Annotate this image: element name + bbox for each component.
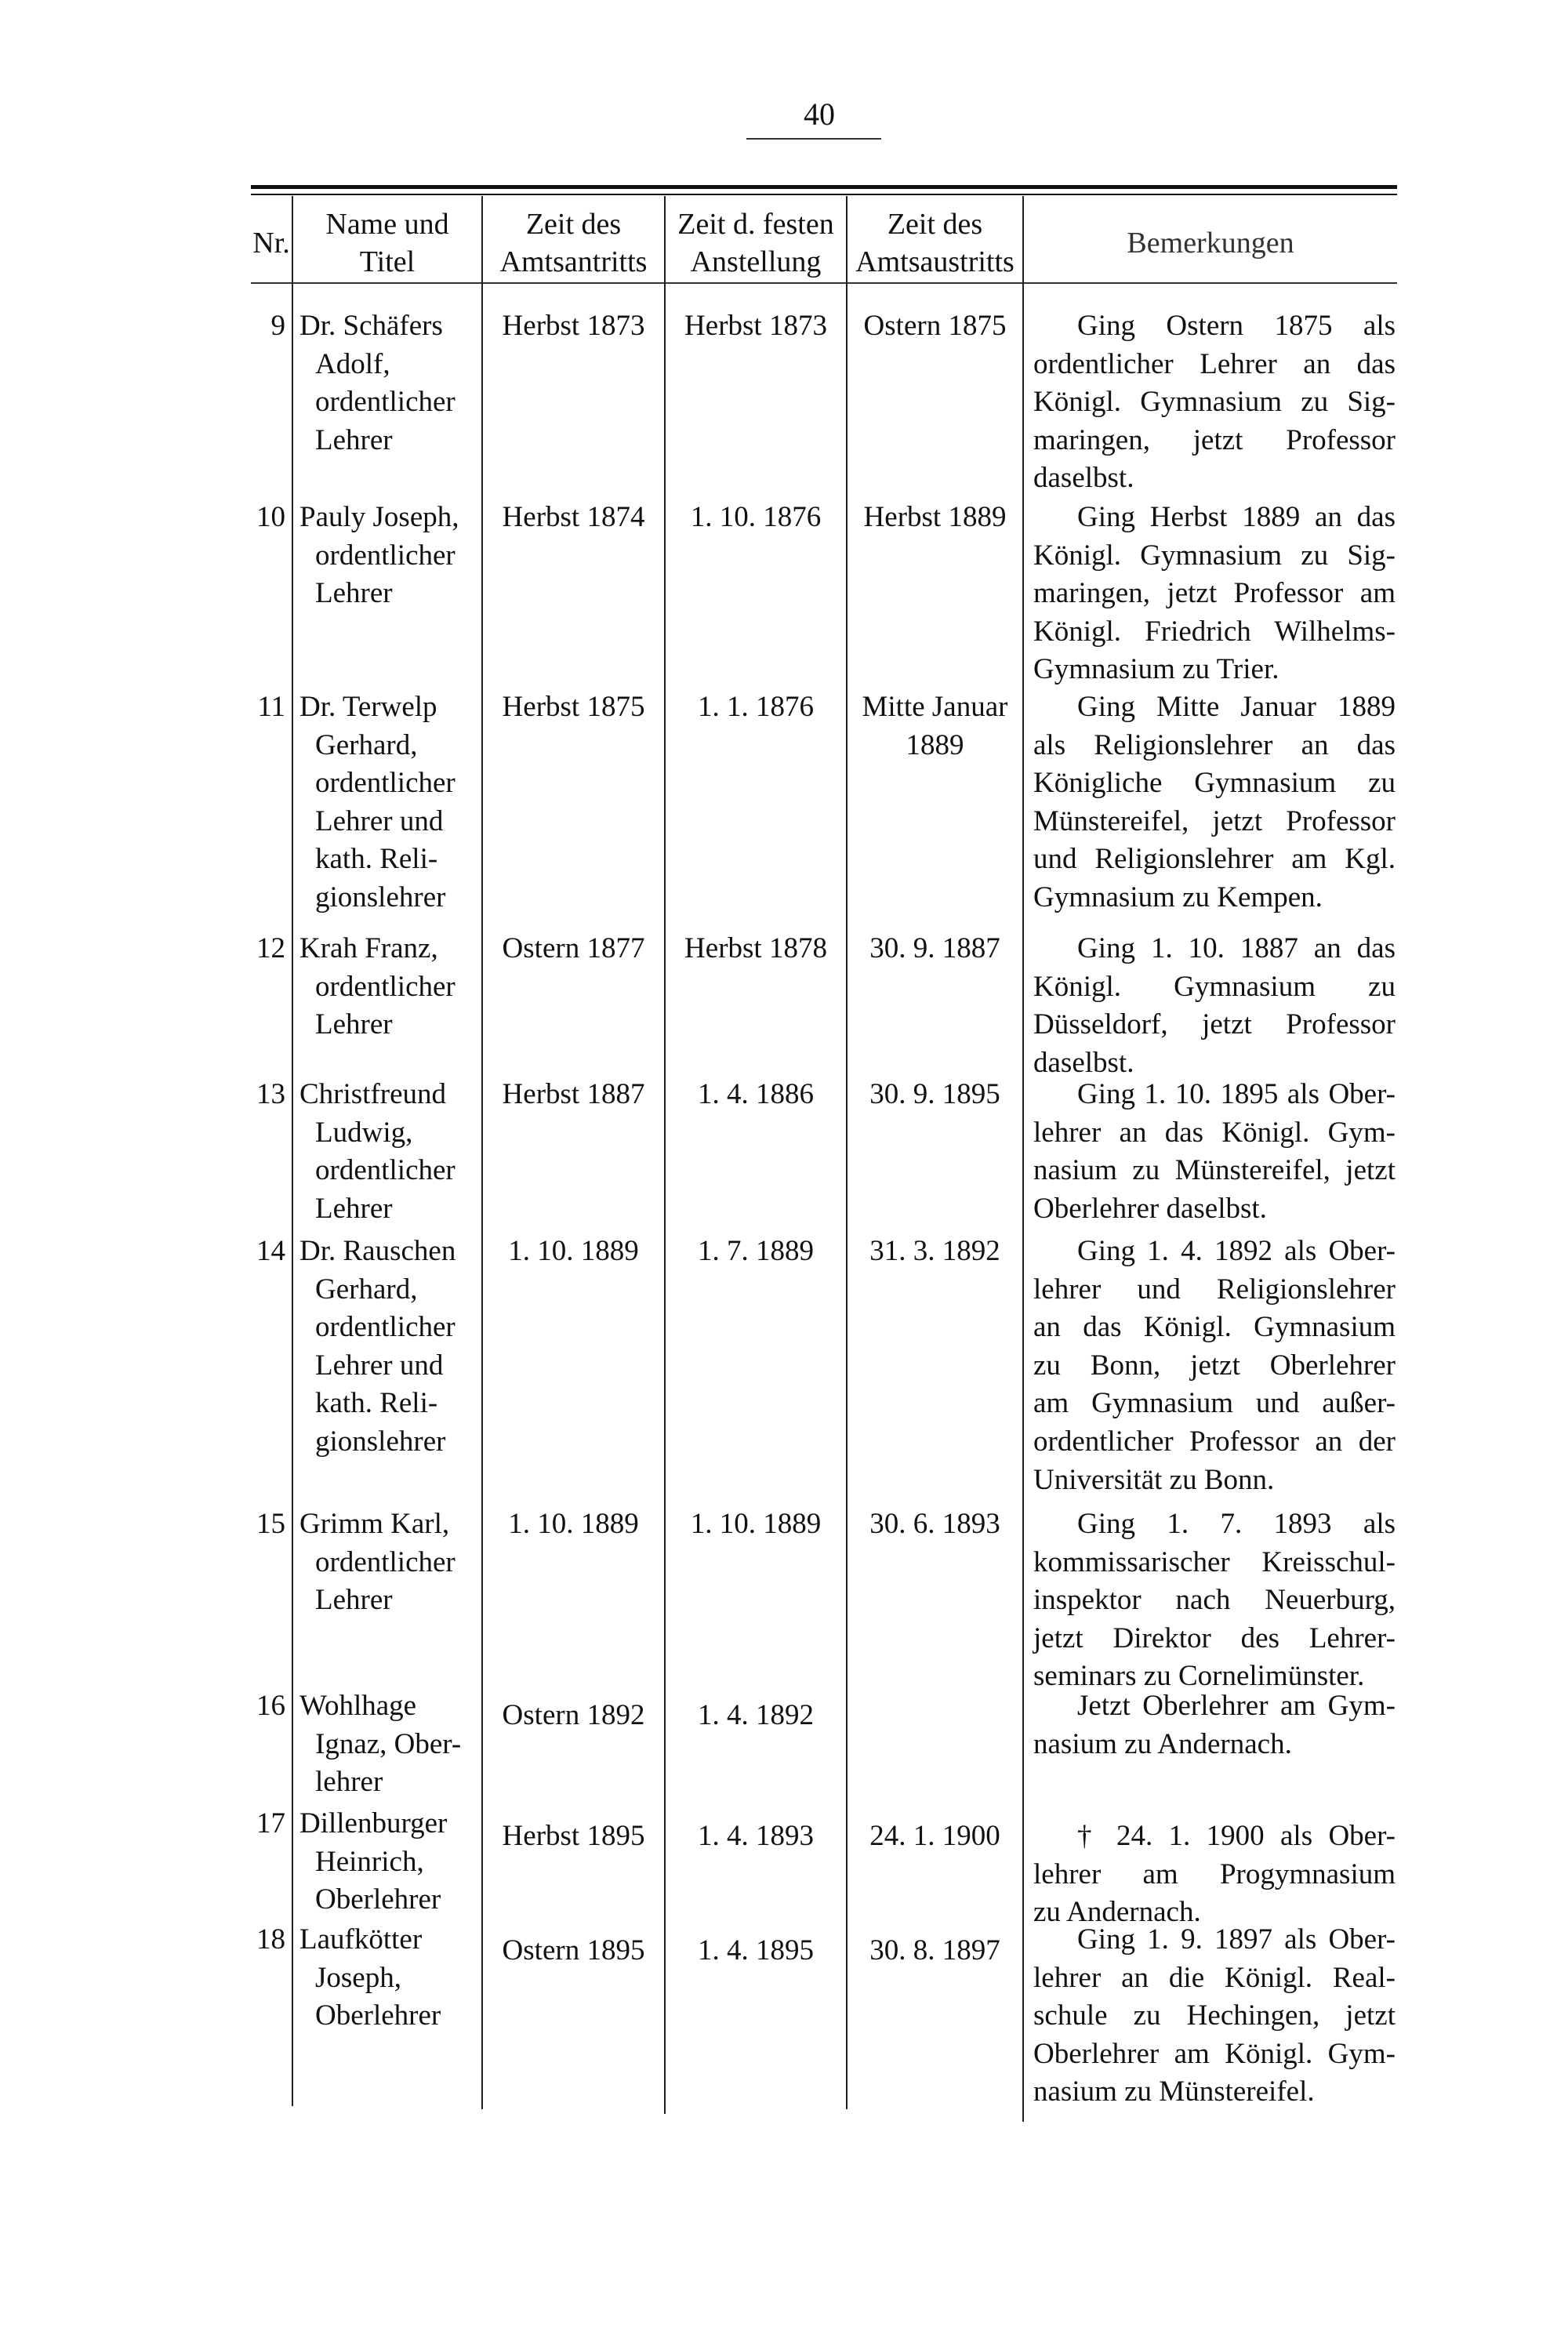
remarks-line: seminars zu Cornelimünster.	[1033, 1660, 1365, 1693]
teacher-name-line: gionslehrer	[315, 1425, 446, 1458]
page-number-underline	[746, 138, 881, 140]
remarks-line: Ging 1. 4. 1892 als Ober-	[1077, 1235, 1396, 1267]
remarks-line: Universität zu Bonn.	[1033, 1463, 1275, 1496]
header-start-line: Zeit des	[525, 208, 622, 241]
teacher-name	[299, 307, 481, 459]
departure-date-line: 30. 9. 1895	[869, 1078, 1000, 1110]
row-number: 11	[257, 691, 285, 723]
departure-date	[847, 499, 1023, 537]
departure-date-line: 24. 1. 1900	[869, 1820, 1000, 1852]
teacher-name-line: Ignaz, Ober-	[315, 1727, 462, 1760]
permanent-appointment-date: 1. 10. 1889	[690, 1508, 822, 1540]
permanent-appointment-date: 1. 4. 1892	[698, 1699, 814, 1731]
departure-date	[847, 1505, 1023, 1544]
teacher-name-line: Dr. Rauschen	[299, 1235, 456, 1267]
remarks	[1033, 1233, 1396, 1499]
header-fixed-line: Zeit d. festen	[677, 208, 834, 241]
remarks-line: maringen, jetzt Professor	[1033, 423, 1396, 456]
permanent-appointment-date: 1. 10. 1876	[690, 501, 822, 533]
header-start	[483, 205, 664, 281]
teacher-name-line: Ludwig,	[315, 1116, 413, 1149]
row-number: 13	[256, 1078, 285, 1110]
permanent-appointment-date: 1. 4. 1893	[698, 1820, 814, 1852]
teacher-name-line: ordentlicher	[315, 386, 456, 419]
remarks	[1033, 688, 1396, 917]
teacher-name-line: Dr. Terwelp	[299, 691, 437, 723]
teacher-name-line: lehrer	[315, 1766, 383, 1799]
row-number: 16	[256, 1690, 285, 1722]
remarks-line: Ging Ostern 1875 als	[1077, 310, 1396, 342]
remarks	[1033, 307, 1396, 498]
remarks-line: lehrer an das Königl. Gym-	[1033, 1116, 1396, 1149]
appointment-date: 1. 10. 1889	[508, 1235, 639, 1267]
header-start-line: Amtsantritts	[499, 245, 648, 278]
teacher-name-line: ordentlicher	[315, 539, 456, 572]
departure-date-line: 30. 8. 1897	[869, 1934, 1000, 1966]
remarks-line: inspektor nach Neuerburg,	[1033, 1584, 1396, 1617]
header-remarks: Bemerkungen	[1127, 227, 1294, 260]
appointment-date: Ostern 1895	[502, 1934, 645, 1966]
remarks-line: Oberlehrer daselbst.	[1033, 1192, 1267, 1225]
remarks-line: ordentlicher Lehrer an das	[1033, 347, 1396, 380]
remarks	[1033, 1076, 1396, 1228]
teacher-name-line: ordentlicher	[315, 767, 456, 800]
teacher-name-line: Adolf,	[315, 347, 390, 380]
appointment-date: Herbst 1874	[502, 501, 645, 533]
remarks-line: und Religionslehrer am Kgl.	[1033, 843, 1396, 876]
header-name-line: Name und	[325, 208, 449, 241]
remarks-line: daselbst.	[1033, 1046, 1134, 1079]
remarks	[1033, 1687, 1396, 1763]
header-fixed	[666, 205, 846, 281]
teacher-name	[299, 1505, 481, 1620]
teacher-name-line: Laufkötter	[299, 1923, 423, 1956]
row-number: 18	[256, 1923, 285, 1956]
top-rule-thick	[251, 185, 1397, 189]
appointment-date: Herbst 1875	[502, 691, 645, 723]
remarks-line: kommissarischer Kreisschul-	[1033, 1545, 1396, 1578]
remarks-line: Oberlehrer am Königl. Gym-	[1033, 2037, 1396, 2070]
row-number: 17	[256, 1807, 285, 1839]
remarks-line: Gymnasium zu Kempen.	[1033, 881, 1323, 913]
departure-date	[847, 688, 1023, 764]
header-fixed-line: Anstellung	[690, 245, 822, 278]
remarks-line: Königliche Gymnasium zu	[1033, 767, 1396, 800]
teacher-name-line: Lehrer	[315, 1008, 393, 1041]
departure-date	[847, 1233, 1023, 1271]
departure-date	[847, 1932, 1023, 1970]
teacher-name	[299, 688, 481, 917]
permanent-appointment-date: 1. 4. 1895	[698, 1934, 814, 1966]
departure-date-line: Ostern 1875	[863, 310, 1007, 342]
remarks-line: Gymnasium zu Trier.	[1033, 653, 1279, 686]
remarks-line: lehrer an die Königl. Real-	[1033, 1961, 1396, 1994]
remarks-line: Ging Herbst 1889 an das	[1077, 501, 1396, 533]
remarks	[1033, 499, 1396, 689]
departure-date	[847, 307, 1023, 346]
teacher-name	[299, 1233, 481, 1462]
remarks-line: nasium zu Münstereifel.	[1033, 2075, 1315, 2108]
teacher-name-line: Gerhard,	[315, 1273, 418, 1306]
teacher-name-line: Dr. Schäfers	[299, 310, 443, 342]
row-number: 14	[256, 1235, 285, 1267]
header-end-line: Zeit des	[887, 208, 983, 241]
header-rule	[251, 282, 1397, 284]
departure-date	[847, 930, 1023, 968]
teacher-name-line: gionslehrer	[315, 881, 446, 913]
teacher-name-line: kath. Reli-	[315, 1387, 438, 1420]
row-number: 12	[256, 932, 285, 964]
teacher-name-line: Gerhard,	[315, 728, 418, 761]
teacher-name-line: ordentlicher	[315, 1154, 456, 1187]
departure-date	[847, 1076, 1023, 1114]
remarks-line: nasium zu Münstereifel, jetzt	[1033, 1154, 1396, 1187]
teacher-name-line: Lehrer	[315, 1192, 393, 1225]
teacher-name	[299, 1076, 481, 1228]
remarks-line: ordentlicher Professor an der	[1033, 1425, 1396, 1458]
teacher-name-line: Grimm Karl,	[299, 1508, 450, 1540]
remarks-line: Düsseldorf, jetzt Professor	[1033, 1008, 1396, 1041]
remarks-line: Ging Mitte Januar 1889	[1077, 691, 1396, 723]
appointment-date: Ostern 1892	[502, 1699, 645, 1731]
teacher-name-line: Lehrer	[315, 423, 393, 456]
permanent-appointment-date: 1. 7. 1889	[698, 1235, 814, 1267]
header-name	[293, 205, 481, 281]
header-end-line: Amtsaustritts	[855, 245, 1014, 278]
remarks-line: nasium zu Andernach.	[1033, 1727, 1292, 1760]
remarks-line: Ging 1. 10. 1895 als Ober-	[1077, 1078, 1396, 1110]
remarks-line: zu Bonn, jetzt Oberlehrer	[1033, 1349, 1396, 1382]
remarks	[1033, 930, 1396, 1082]
remarks-line: schule zu Hechingen, jetzt	[1033, 1999, 1396, 2032]
teacher-name	[299, 499, 481, 613]
appointment-date: 1. 10. 1889	[508, 1508, 639, 1540]
top-rule-thin	[251, 194, 1397, 195]
remarks-line: Ging 1. 7. 1893 als	[1077, 1508, 1396, 1540]
teacher-name	[299, 1687, 481, 1802]
remarks-line: Ging 1. 10. 1887 an das	[1077, 932, 1396, 964]
teacher-name-line: Lehrer	[315, 1584, 393, 1617]
remarks-line: als Religionslehrer an das	[1033, 728, 1396, 761]
teacher-name	[299, 1805, 481, 1919]
remarks	[1033, 1505, 1396, 1696]
departure-date-line: 31. 3. 1892	[869, 1235, 1000, 1267]
header-name-line: Titel	[359, 245, 416, 278]
teacher-name-line: Dillenburger	[299, 1807, 448, 1839]
remarks	[1033, 1921, 1396, 2112]
teacher-name-line: Christfreund	[299, 1078, 447, 1110]
teacher-name-line: Heinrich,	[315, 1845, 424, 1878]
teacher-name-line: Oberlehrer	[315, 1883, 441, 1916]
remarks	[1033, 1818, 1396, 1932]
row-number: 9	[270, 310, 285, 342]
remarks-line: maringen, jetzt Professor am	[1033, 577, 1396, 610]
teacher-name-line: ordentlicher	[315, 1311, 456, 1344]
teacher-name	[299, 930, 481, 1044]
appointment-date: Herbst 1887	[502, 1078, 645, 1110]
page-number: 40	[804, 96, 835, 132]
teacher-name-line: Krah Franz,	[299, 932, 438, 964]
header-end	[848, 205, 1022, 281]
column-divider	[292, 196, 293, 2106]
remarks-line: Ging 1. 9. 1897 als Ober-	[1077, 1923, 1396, 1956]
departure-date-line: 1889	[906, 728, 964, 761]
permanent-appointment-date: Herbst 1873	[684, 310, 827, 342]
remarks-line: an das Königl. Gymnasium	[1033, 1311, 1396, 1344]
permanent-appointment-date: 1. 4. 1886	[698, 1078, 814, 1110]
row-number: 15	[256, 1508, 285, 1540]
remarks-line: Münstereifel, jetzt Professor	[1033, 804, 1396, 837]
remarks-line: am Gymnasium und außer-	[1033, 1387, 1396, 1420]
teacher-name-line: Pauly Joseph,	[299, 501, 459, 533]
teacher-name-line: Wohlhage	[299, 1690, 417, 1722]
teacher-name-line: Lehrer und	[315, 1349, 444, 1382]
remarks-line: jetzt Direktor des Lehrer-	[1033, 1622, 1396, 1654]
remarks-line: † 24. 1. 1900 als Ober-	[1077, 1820, 1396, 1852]
teacher-name-line: Lehrer	[315, 577, 393, 610]
teacher-name-line: Lehrer und	[315, 804, 444, 837]
remarks-line: lehrer am Progymnasium	[1033, 1858, 1396, 1890]
teacher-name-line: ordentlicher	[315, 1545, 456, 1578]
remarks-line: Königl. Gymnasium zu	[1033, 970, 1396, 1003]
departure-date	[847, 1818, 1023, 1856]
permanent-appointment-date: 1. 1. 1876	[698, 691, 814, 723]
row-number: 10	[256, 501, 285, 533]
teacher-name-line: kath. Reli-	[315, 843, 438, 876]
remarks-line: Königl. Friedrich Wilhelms-	[1033, 615, 1396, 648]
departure-date-line: Mitte Januar	[862, 691, 1008, 723]
teacher-name	[299, 1921, 481, 2036]
appointment-date: Herbst 1873	[502, 310, 645, 342]
remarks-line: zu Andernach.	[1033, 1896, 1201, 1929]
remarks-line: lehrer und Religionslehrer	[1033, 1273, 1396, 1306]
appointment-date: Herbst 1895	[502, 1820, 645, 1852]
header-nr: Nr.	[252, 227, 290, 260]
departure-date-line: 30. 6. 1893	[869, 1508, 1000, 1540]
departure-date-line: Herbst 1889	[863, 501, 1007, 533]
teacher-name-line: Oberlehrer	[315, 1999, 441, 2032]
remarks-line: daselbst.	[1033, 462, 1134, 495]
appointment-date: Ostern 1877	[502, 932, 645, 964]
departure-date-line: 30. 9. 1887	[869, 932, 1000, 964]
permanent-appointment-date: Herbst 1878	[684, 932, 827, 964]
remarks-line: Königl. Gymnasium zu Sig-	[1033, 386, 1396, 419]
remarks-line: Königl. Gymnasium zu Sig-	[1033, 539, 1396, 572]
teacher-name-line: Joseph,	[315, 1961, 401, 1994]
remarks-line: Jetzt Oberlehrer am Gym-	[1077, 1690, 1396, 1722]
teacher-name-line: ordentlicher	[315, 970, 456, 1003]
